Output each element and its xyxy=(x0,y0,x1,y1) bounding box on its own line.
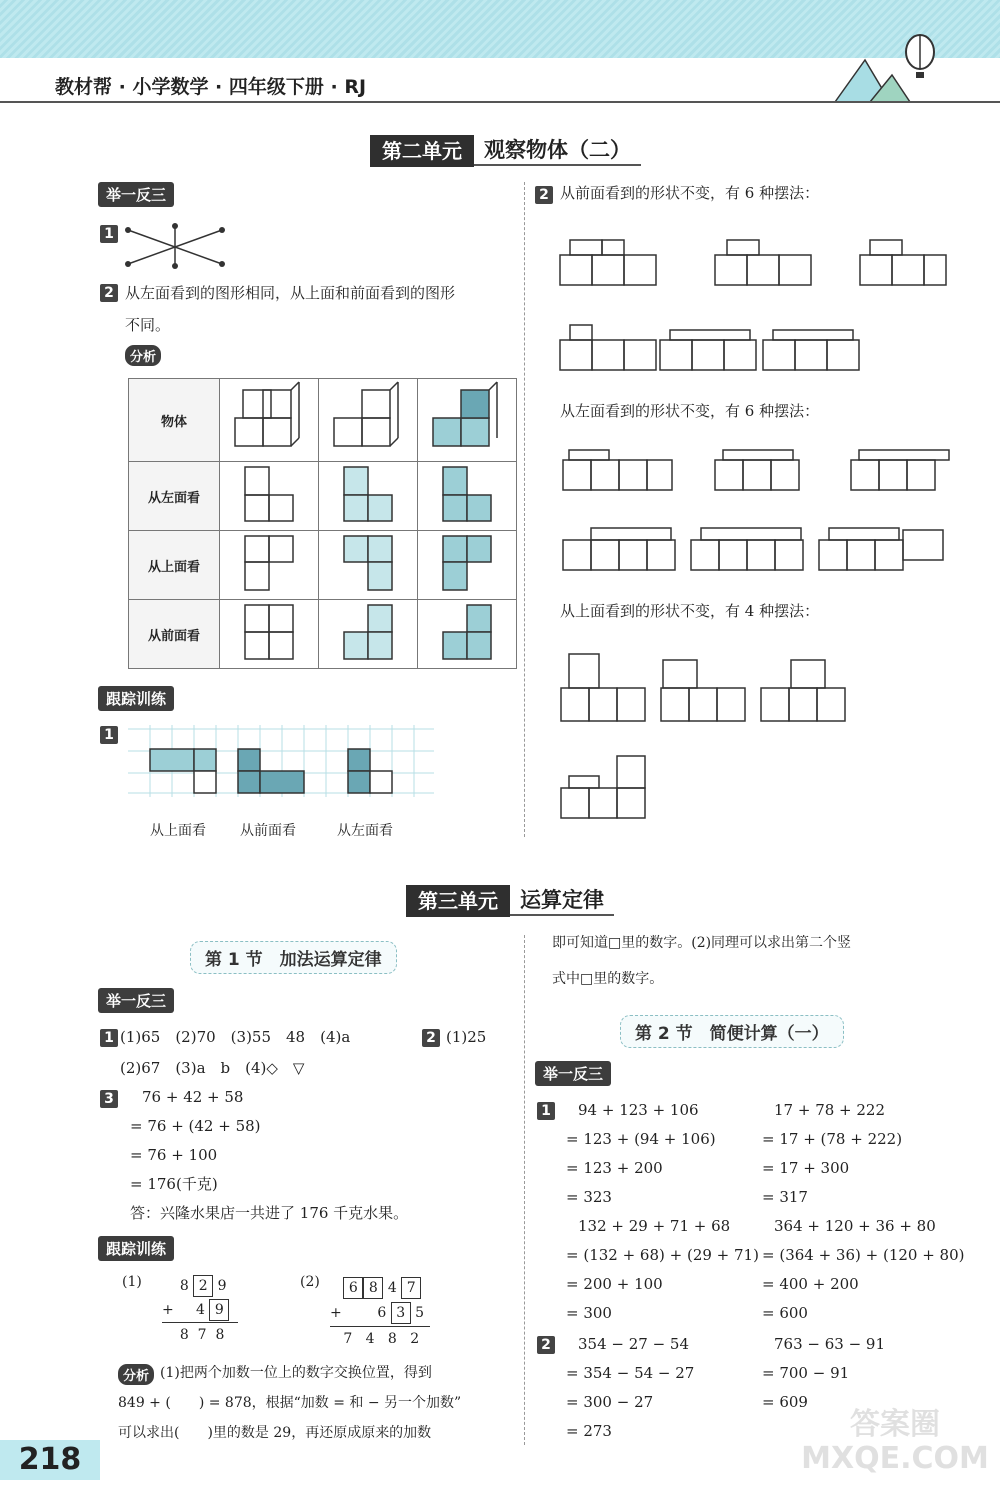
calc-block xyxy=(762,1330,885,1417)
calc-line: = 323 xyxy=(566,1188,612,1206)
digit: 8 xyxy=(179,1278,189,1294)
q3-solution xyxy=(130,1083,408,1228)
calc-line: = 300 xyxy=(566,1304,612,1322)
unit2-label: 第二单元 xyxy=(370,135,474,167)
question-number: 2 xyxy=(100,284,118,302)
cube-figure xyxy=(328,380,408,456)
question-number: 1 xyxy=(100,1029,118,1047)
unit3-label: 第三单元 xyxy=(406,885,510,917)
q3-answer: 答：兴隆水果店一共进了 176 千克水果。 xyxy=(130,1204,409,1222)
answers-q2: (1)25 xyxy=(446,1028,487,1046)
grid-drawing xyxy=(128,725,438,797)
digit: 8 xyxy=(387,1331,397,1347)
practice-badge: 举一反三 xyxy=(535,1061,611,1086)
calc-line: 364 + 120 + 36 + 80 xyxy=(774,1217,936,1235)
analysis-line-2: 849 + ( ) = 878，根据“加数 = 和 − 另一个加数” xyxy=(118,1395,462,1411)
digit: 7 xyxy=(343,1331,353,1347)
q3-line: = 76 + 100 xyxy=(130,1146,218,1164)
calc-line: = 17 + 300 xyxy=(762,1159,850,1177)
digit: 5 xyxy=(415,1305,425,1321)
calc-line: = 400 + 200 xyxy=(762,1275,859,1293)
question-number: 3 xyxy=(100,1090,118,1108)
watermark: 答案圈 MXQE.COM xyxy=(801,1407,989,1476)
view-figure xyxy=(338,463,398,525)
digit-box: 7 xyxy=(401,1277,421,1299)
calc-line: = (132 + 68) + (29 + 71) xyxy=(566,1246,759,1264)
question-number: 1 xyxy=(537,1102,555,1120)
view-figure xyxy=(338,532,398,594)
caption: 从上面看 xyxy=(150,823,206,839)
unit2-title xyxy=(370,136,641,166)
mountain-balloon-icon xyxy=(830,30,940,105)
row-label: 物体 xyxy=(129,379,220,462)
calc-line: 17 + 78 + 222 xyxy=(774,1101,886,1119)
calc-line: = 200 + 100 xyxy=(566,1275,663,1293)
question-number: 1 xyxy=(100,225,118,243)
analysis-badge: 分析 xyxy=(125,345,161,366)
row-label: 从前面看 xyxy=(129,600,220,669)
calc-line: = (364 + 36) + (120 + 80) xyxy=(762,1246,965,1264)
top-view-text: 从上面看到的形状不变，有 4 种摆法： xyxy=(560,602,820,620)
answers-q2-cont: (2)67 (3)a b (4)◇ ▽ xyxy=(120,1059,305,1077)
plus-sign: + xyxy=(330,1305,342,1321)
column-divider-2 xyxy=(524,935,525,1445)
unit3-name: 运算定律 xyxy=(510,886,614,916)
front-view-text: 从前面看到的形状不变，有 6 种摆法： xyxy=(560,184,820,202)
calc-line: = 123 + 200 xyxy=(566,1159,663,1177)
calc-line: = 354 − 54 − 27 xyxy=(566,1364,695,1382)
q3-line: = 176(千克) xyxy=(130,1175,218,1193)
q2-text-2: 不同。 xyxy=(125,316,171,334)
observation-table xyxy=(128,378,517,669)
star-line-figure xyxy=(120,222,230,270)
caption: 从前面看 xyxy=(240,823,296,839)
digit: 7 xyxy=(197,1327,207,1343)
analysis-cont-2: 式中□里的数字。 xyxy=(552,971,664,987)
cube-arrangements-top xyxy=(555,648,865,823)
calc-line: = 273 xyxy=(566,1422,612,1440)
calc-line: = 700 − 91 xyxy=(762,1364,850,1382)
practice-badge: 举一反三 xyxy=(98,182,174,207)
view-figure xyxy=(437,532,497,594)
header-rule xyxy=(0,101,1000,103)
digit: 8 xyxy=(215,1327,225,1343)
digit: 9 xyxy=(217,1278,227,1294)
follow-badge: 跟踪训练 xyxy=(98,1236,174,1261)
book-title: 教材帮 · 小学数学 · 四年级下册 · RJ xyxy=(55,76,367,98)
analysis-line-3: 可以求出( )里的数是 29，再还原成原来的加数 xyxy=(118,1425,432,1441)
digit-box: 9 xyxy=(209,1299,229,1321)
calc-line: 354 − 27 − 54 xyxy=(578,1335,690,1353)
q3-line: = 76 + (42 + 58) xyxy=(130,1117,261,1135)
left-view-text: 从左面看到的形状不变，有 6 种摆法： xyxy=(560,402,820,420)
row-label: 从上面看 xyxy=(129,531,220,600)
plus-sign: + xyxy=(162,1302,174,1318)
view-figure xyxy=(437,463,497,525)
digit-box: 3 xyxy=(391,1302,411,1324)
answers-q1: (1)65 (2)70 (3)55 48 (4)a xyxy=(120,1028,351,1046)
caption: 从左面看 xyxy=(337,823,393,839)
section2-title: 第 2 节 简便计算（一） xyxy=(620,1015,844,1048)
calc-line: 132 + 29 + 71 + 68 xyxy=(578,1217,731,1235)
question-number: 1 xyxy=(100,726,118,744)
section1-title: 第 1 节 加法运算定律 xyxy=(190,941,397,974)
practice-badge: 举一反三 xyxy=(98,988,174,1013)
view-figure xyxy=(239,532,299,594)
digit: 8 xyxy=(179,1327,189,1343)
calc-line: = 600 xyxy=(762,1304,808,1322)
question-number: 2 xyxy=(537,1336,555,1354)
analysis-line-1: (1)把两个加数一位上的数字交换位置，得到 xyxy=(160,1365,432,1381)
calc-line: = 123 + (94 + 106) xyxy=(566,1130,716,1148)
calc-line: 94 + 123 + 106 xyxy=(578,1101,699,1119)
cube-figure xyxy=(229,380,309,456)
digit-box: 8 xyxy=(363,1277,383,1299)
calc-line: = 300 − 27 xyxy=(566,1393,654,1411)
view-figure xyxy=(338,601,398,663)
unit3-title xyxy=(406,886,614,916)
digit: 4 xyxy=(387,1280,397,1296)
view-figure xyxy=(239,463,299,525)
calc-block xyxy=(566,1096,759,1328)
cube-arrangements-front xyxy=(555,225,955,385)
row-label: 从左面看 xyxy=(129,462,220,531)
cube-figure xyxy=(427,380,507,456)
calc-line: = 317 xyxy=(762,1188,808,1206)
q2-text-1: 从左面看到的图形相同，从上面和前面看到的图形 xyxy=(125,284,456,302)
digit: 4 xyxy=(196,1302,205,1318)
calc-line: = 17 + (78 + 222) xyxy=(762,1130,903,1148)
unit2-name: 观察物体（二） xyxy=(474,136,641,166)
vertical-label: (2) xyxy=(300,1274,320,1290)
digit-box: 6 xyxy=(343,1277,363,1299)
q3-line: 76 + 42 + 58 xyxy=(142,1088,244,1106)
calc-block xyxy=(566,1330,694,1446)
analysis-badge: 分析 xyxy=(118,1364,154,1385)
vertical-calc-1 xyxy=(162,1274,238,1347)
page-number: 218 xyxy=(0,1440,100,1480)
analysis-cont-1: 即可知道□里的数字。(2)同理可以求出第二个竖 xyxy=(552,935,852,951)
digit: 2 xyxy=(410,1331,420,1347)
vertical-label: (1) xyxy=(122,1274,142,1290)
follow-badge: 跟踪训练 xyxy=(98,686,174,711)
digit: 4 xyxy=(365,1331,375,1347)
question-number: 2 xyxy=(535,186,553,204)
question-number: 2 xyxy=(422,1029,440,1047)
calc-block xyxy=(762,1096,965,1328)
digit-box: 2 xyxy=(193,1275,213,1297)
calc-line: = 609 xyxy=(762,1393,808,1411)
calc-line: 763 − 63 − 91 xyxy=(774,1335,886,1353)
vertical-calc-2 xyxy=(330,1276,430,1352)
column-divider xyxy=(524,182,525,837)
view-figure xyxy=(437,601,497,663)
view-figure xyxy=(239,601,299,663)
cube-arrangements-left xyxy=(555,440,955,575)
digit: 6 xyxy=(377,1305,387,1321)
